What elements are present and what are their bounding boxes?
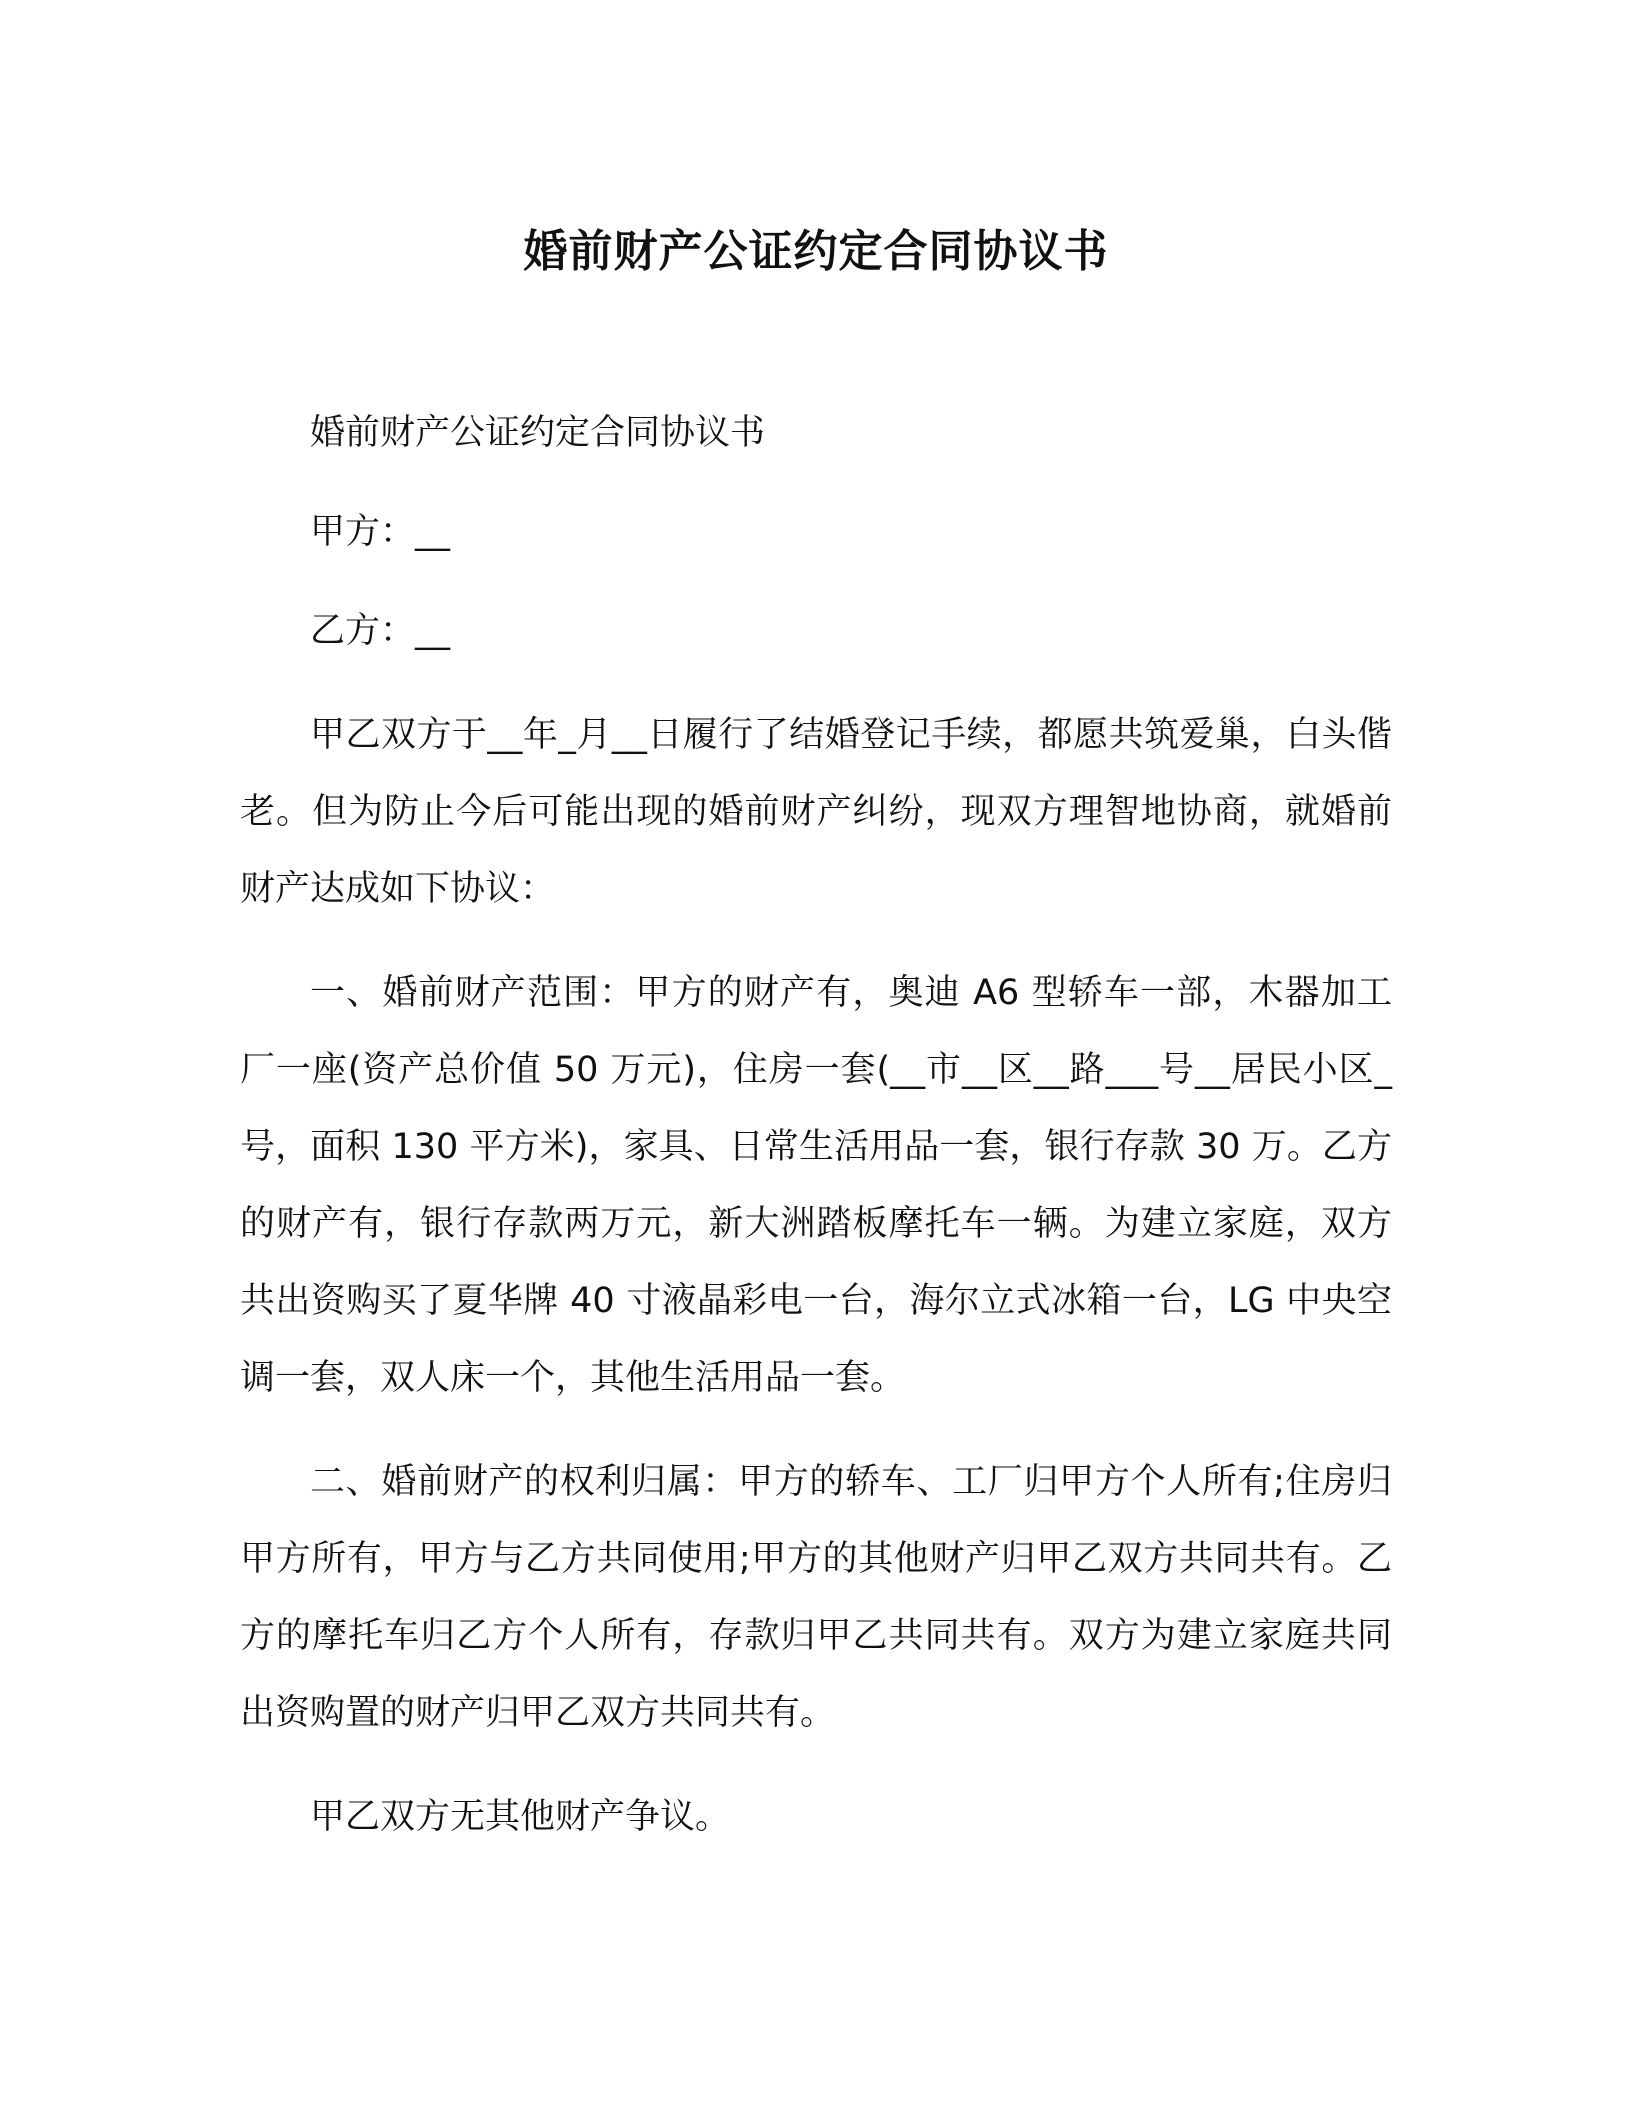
paragraph-party-a: 甲方：__ xyxy=(310,512,451,552)
paragraph-clause-2: 二、婚前财产的权利归属：甲方的轿车、工厂归甲方个人所有;住房归甲方所有，甲方与乙方共同使用;甲方的其他财产归甲乙双方共同共有。乙方的摩托车归乙方个人所有，存款归甲乙共同共有。双方为建立家庭共同出资购置的财产归甲乙双方共同共有。 xyxy=(240,1462,1392,1733)
document-title: 婚前财产公证约定合同协议书 xyxy=(523,226,1109,277)
paragraph-party-b: 乙方：__ xyxy=(310,611,451,651)
paragraph-clause-1: 一、婚前财产范围：甲方的财产有，奥迪 A6 型轿车一部，木器加工厂一座(资产总价值 50 万元)，住房一套(__市__区__路___号__居民小区_号，面积 130 平方米)，家具、日常生活用品一套，银行存款 30 万。乙方的财产有，银行存款两万元，新大洲踏板摩托车一辆。为建立家庭，双方共出资购买了夏华牌 40 寸液晶彩电一台，海尔立式冰箱一台，LG 中央空调一套，双人床一个，其他生活用品一套。 xyxy=(240,973,1392,1398)
document-body xyxy=(240,395,1392,1856)
paragraph-no-dispute: 甲乙双方无其他财产争议。 xyxy=(310,1797,731,1837)
paragraph-subtitle: 婚前财产公证约定合同协议书 xyxy=(310,413,766,453)
paragraph-preamble: 甲乙双方于__年_月__日履行了结婚登记手续，都愿共筑爱巢，白头偕老。但为防止今后可能出现的婚前财产纠纷，现双方理智地协商，就婚前财产达成如下协议： xyxy=(240,715,1392,909)
